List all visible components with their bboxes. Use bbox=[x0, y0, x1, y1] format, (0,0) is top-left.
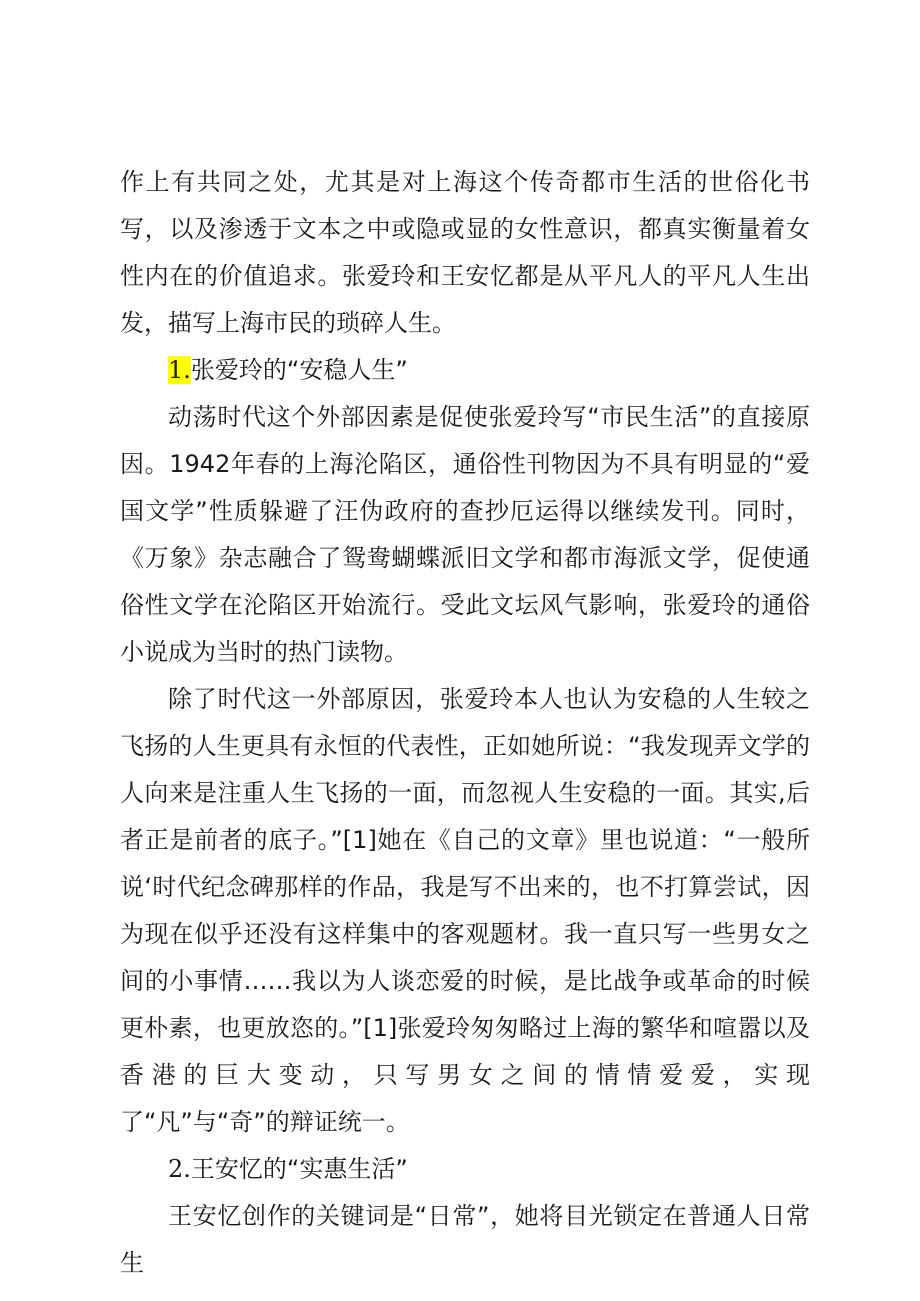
paragraph-2: 除了时代这一外部原因，张爱玲本人也认为安稳的人生较之飞扬的人生更具有永恒的代表性，正如她所说：“我发现弄文学的人向来是注重人生飞扬的一面，而忽视人生安稳的一面。其实,后者正是前者的底子。”[1]她在《自己的文章》里也说道：“一般所说‘时代纪念碑那样的作品，我是写不出来的，也不打算尝试，因为现在似乎还没有这样集中的客观题材。我一直只写一些男女之间的小事情……我以为人谈恋爱的时候，是比战争或革命的时候更朴素，也更放恣的。”[1]张爱玲匆匆略过上海的繁华和喧嚣以及香港的巨大变动，只写男女之间的情情爱爱，实现了“凡”与“奇”的辩证统一。 bbox=[120, 685, 810, 1136]
paragraph-3: 王安忆创作的关键词是“日常”，她将目光锁定在普通人日常生 bbox=[120, 1202, 810, 1277]
document-body bbox=[120, 159, 810, 1287]
section-number-2: 2. bbox=[168, 1155, 191, 1183]
section-heading-2 bbox=[120, 1146, 810, 1193]
section-heading-2-text: 王安忆的“实惠生活” bbox=[190, 1155, 408, 1183]
section-heading-1 bbox=[120, 347, 810, 394]
section-heading-1-text: 张爱玲的“安稳人生” bbox=[190, 356, 408, 384]
paragraph-1: 动荡时代这个外部因素是促使张爱玲写“市民生活”的直接原因。1942年春的上海沦陷区，通俗性刊物因为不具有明显的“爱国文学”性质躲避了汪伪政府的查抄厄运得以继续发刊。同时，《万象》杂志融合了鸳鸯蝴蝶派旧文学和都市海派文学，促使通俗性文学在沦陷区开始流行。受此文坛风气影响，张爱玲的通俗小说成为当时的热门读物。 bbox=[120, 403, 810, 666]
highlighted-section-number: 1. bbox=[168, 356, 191, 384]
paragraph-continuation: 作上有共同之处，尤其是对上海这个传奇都市生活的世俗化书写，以及渗透于文本之中或隐或显的女性意识，都真实衡量着女性内在的价值追求。张爱玲和王安忆都是从平凡人的平凡人生出发，描写上海市民的琐碎人生。 bbox=[120, 168, 810, 337]
